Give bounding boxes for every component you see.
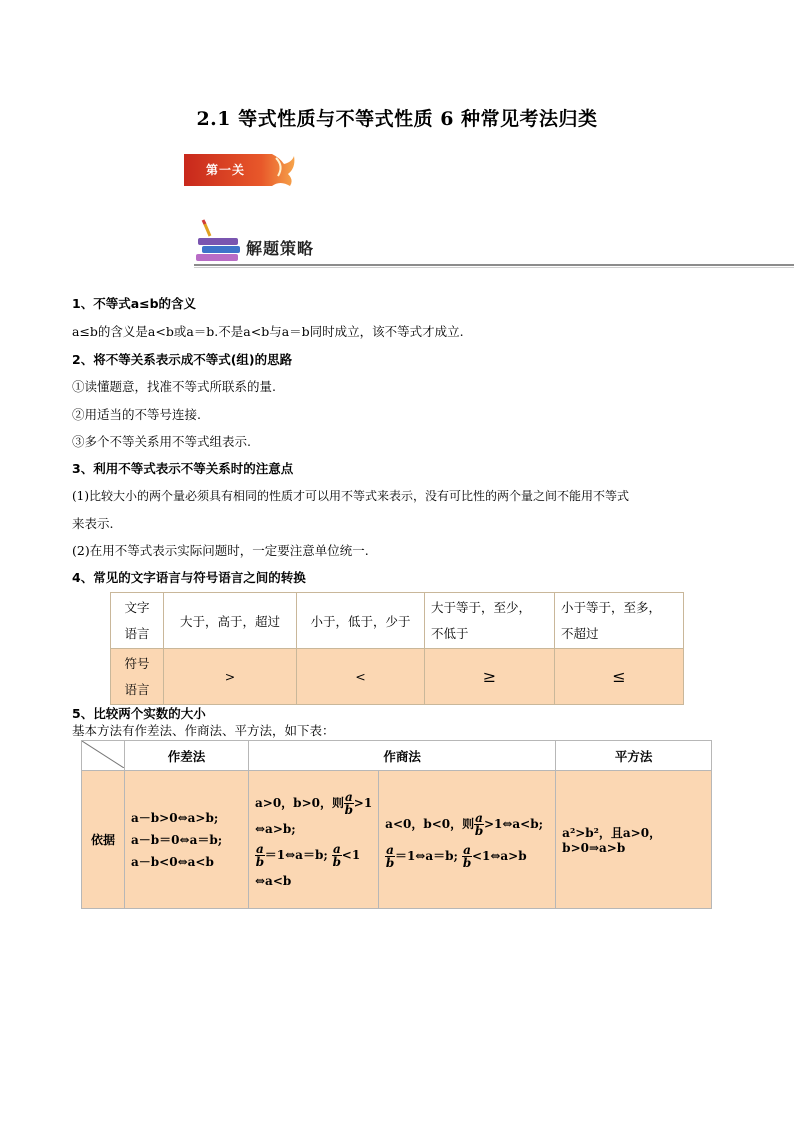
fraction bbox=[255, 843, 265, 868]
language-conversion-table bbox=[110, 592, 684, 705]
section-3-item-2: (2)在用不等式表示实际问题时，一定要注意单位统一. bbox=[72, 543, 369, 558]
numerator: a bbox=[332, 841, 341, 856]
cell-line bbox=[385, 840, 549, 872]
section-4-heading: 4、常见的文字语言与符号语言之间的转换 bbox=[72, 570, 306, 585]
row-label bbox=[111, 593, 164, 649]
row-label-line: 文字 bbox=[124, 599, 150, 615]
fraction bbox=[474, 812, 484, 837]
text: >1 bbox=[353, 795, 373, 810]
table-cell: ≤ bbox=[555, 649, 684, 705]
diagonal-header-cell bbox=[82, 741, 125, 771]
section-1-heading: 1、不等式a≤b的含义 bbox=[72, 296, 197, 311]
row-label-line: 语言 bbox=[124, 625, 150, 641]
banner-label: 第一关 bbox=[206, 163, 246, 177]
row-label-line: 语言 bbox=[124, 681, 150, 697]
section-3-item-1: (1)比较大小的两个量必须具有相同的性质才可以用不等式来表示，没有可比性的两个量之间不能用不等式 bbox=[72, 489, 630, 503]
text: ＝1⇔a＝b; bbox=[264, 847, 328, 862]
table-cell: ≥ bbox=[425, 649, 555, 705]
fraction bbox=[385, 844, 395, 869]
section-3-item-1-cont: 来表示. bbox=[72, 516, 114, 531]
table-cell: < bbox=[297, 649, 425, 705]
table-cell: 大于，高于，超过 bbox=[164, 593, 297, 649]
cell-line: 大于等于，至少， bbox=[431, 599, 532, 615]
cell-line: ⇔a<b bbox=[255, 873, 292, 888]
table-cell: > bbox=[164, 649, 297, 705]
denominator: b bbox=[344, 802, 354, 817]
section-5-text: 基本方法有作差法、作商法、平方法，如下表： bbox=[72, 723, 335, 738]
table-row bbox=[82, 771, 712, 909]
strategy-heading bbox=[194, 216, 794, 268]
table-cell bbox=[555, 593, 684, 649]
table-row bbox=[111, 593, 684, 649]
numerator: a bbox=[463, 842, 471, 857]
cell-line: 小于等于，至多， bbox=[561, 599, 662, 615]
level-banner bbox=[184, 152, 296, 188]
numerator: a bbox=[344, 789, 353, 804]
quotient-negative-cell bbox=[379, 771, 556, 909]
heading-divider-thin bbox=[194, 267, 794, 268]
section-2-item: ①读懂题意，找准不等式所联系的量. bbox=[72, 379, 276, 394]
text: a<0，b<0，则 bbox=[385, 816, 475, 831]
row-label: 依据 bbox=[82, 771, 125, 909]
cell-line bbox=[255, 840, 372, 870]
cell-line: 不低于 bbox=[431, 625, 469, 641]
comparison-methods-table bbox=[81, 740, 712, 909]
denominator: b bbox=[474, 823, 484, 838]
table-cell: 小于，低于，少于 bbox=[297, 593, 425, 649]
difference-method-cell bbox=[125, 771, 249, 909]
section-5-heading: 5、比较两个实数的大小 bbox=[72, 706, 206, 721]
quotient-positive-cell bbox=[249, 771, 379, 909]
numerator: a bbox=[475, 810, 483, 825]
numerator: a bbox=[256, 841, 264, 856]
row-label-line: 符号 bbox=[124, 655, 150, 671]
text: a>0，b>0，则 bbox=[255, 795, 344, 810]
cell-line bbox=[385, 808, 549, 840]
section-2-item: ③多个不等关系用不等式组表示. bbox=[72, 434, 251, 449]
section-2-heading: 2、将不等关系表示成不等式(组)的思路 bbox=[72, 352, 293, 367]
fraction bbox=[344, 791, 354, 816]
text: >1⇔a<b; bbox=[483, 816, 544, 831]
table-header-row bbox=[82, 741, 712, 771]
cell-line: a－b>0⇔a>b; bbox=[131, 810, 219, 825]
square-method-cell: a²>b²，且a>0，b>0⇒a>b bbox=[556, 771, 712, 909]
fraction bbox=[332, 843, 342, 868]
cell-line: a－b＝0⇔a＝b; bbox=[131, 832, 223, 847]
cell-line: a－b<0⇔a<b bbox=[131, 854, 214, 869]
column-header: 作差法 bbox=[125, 741, 249, 771]
section-1-text: a≤b的含义是a<b或a＝b.不是a<b与a＝b同时成立，该不等式才成立. bbox=[72, 324, 464, 339]
table-cell bbox=[425, 593, 555, 649]
row-label bbox=[111, 649, 164, 705]
denominator: b bbox=[255, 854, 265, 869]
diagonal-line bbox=[82, 741, 124, 768]
strategy-title: 解题策略 bbox=[246, 239, 315, 258]
cell-line: ⇔a>b; bbox=[255, 821, 296, 836]
numerator: a bbox=[386, 842, 394, 857]
table-row bbox=[111, 649, 684, 705]
text: ＝1⇔a＝b; bbox=[394, 848, 458, 863]
column-header: 平方法 bbox=[556, 741, 712, 771]
heading-divider bbox=[194, 264, 794, 266]
page-title: 2.1 等式性质与不等式性质 6 种常见考法归类 bbox=[196, 108, 598, 130]
column-header: 作商法 bbox=[249, 741, 556, 771]
text: <1 bbox=[341, 847, 361, 862]
section-2-item: ②用适当的不等号连接. bbox=[72, 407, 201, 422]
cell-line bbox=[255, 788, 372, 818]
cell-line: 不超过 bbox=[561, 625, 599, 641]
books-icon bbox=[194, 216, 250, 266]
text: <1⇔a>b bbox=[471, 848, 527, 863]
denominator: b bbox=[462, 855, 472, 870]
fraction bbox=[462, 844, 472, 869]
section-3-heading: 3、利用不等式表示不等关系时的注意点 bbox=[72, 461, 294, 476]
denominator: b bbox=[385, 855, 395, 870]
denominator: b bbox=[332, 854, 342, 869]
